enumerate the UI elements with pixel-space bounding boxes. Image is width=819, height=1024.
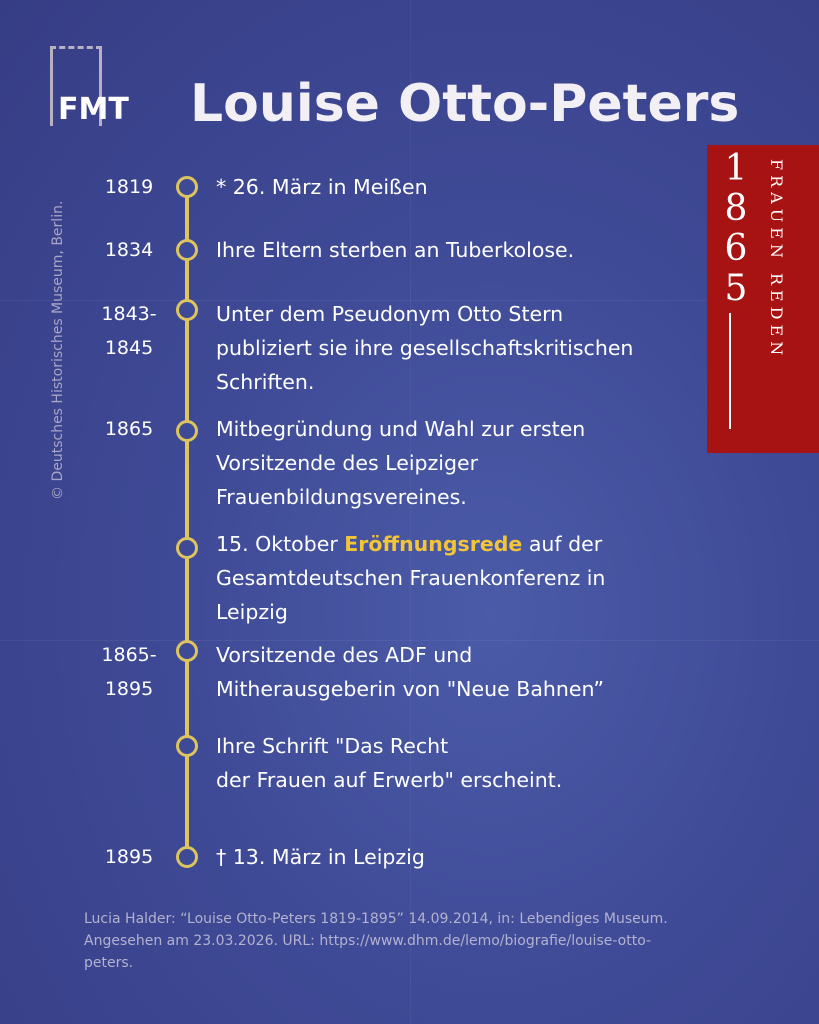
event-description <box>216 412 716 514</box>
logo-text: FMT <box>58 92 129 127</box>
event-text-line: publiziert sie ihre gesellschaftskritischen <box>216 336 634 360</box>
event-year-line: 1843- <box>101 303 157 325</box>
event-description <box>216 527 716 629</box>
event-year-line: 1834 <box>104 239 154 261</box>
page-title: Louise Otto-Peters <box>190 74 740 134</box>
event-year <box>94 412 164 446</box>
event-text-line: Gesamtdeutschen Frauenkonferenz in <box>216 566 606 590</box>
event-text-line: Ihre Eltern sterben an Tuberkolose. <box>216 238 575 262</box>
event-description <box>216 297 716 399</box>
event-year <box>94 170 164 204</box>
timeline-dot-icon <box>176 846 198 868</box>
citation-line: Lucia Halder: “Louise Otto-Peters 1819-1895” 14.09.2014, in: Lebendiges Museum. <box>84 911 668 927</box>
event-year <box>94 638 164 706</box>
event-text-line: Vorsitzende des ADF und <box>216 643 473 667</box>
event-year <box>94 840 164 874</box>
event-text-line: Leipzig <box>216 600 288 624</box>
event-description <box>216 638 716 706</box>
event-text-segment: 15. Oktober <box>216 532 345 556</box>
badge-year-digit: 5 <box>724 268 748 309</box>
event-description <box>216 729 716 797</box>
event-description <box>216 840 716 874</box>
event-text-line: Ihre Schrift "Das Recht <box>216 734 449 758</box>
event-text-line: Frauenbildungsvereines. <box>216 485 467 509</box>
event-year-line: 1845 <box>104 337 154 359</box>
badge-divider <box>729 313 731 429</box>
timeline-dot-icon <box>176 735 198 757</box>
event-year <box>94 297 164 365</box>
event-year-line: 1895 <box>104 846 154 868</box>
event-text-line: † 13. März in Leipzig <box>216 845 425 869</box>
timeline-dot-icon <box>176 640 198 662</box>
event-text-line: * 26. März in Meißen <box>216 175 428 199</box>
timeline-dot-icon <box>176 537 198 559</box>
badge-year-digit: 8 <box>724 188 748 229</box>
event-year <box>94 233 164 267</box>
event-year-line: 1895 <box>104 678 154 700</box>
event-text-line: der Frauen auf Erwerb" erscheint. <box>216 768 563 792</box>
timeline-dot-icon <box>176 299 198 321</box>
event-text-line <box>216 527 716 561</box>
citation-line: Angesehen am 23.03.2026. URL: https://www.dhm.de/lemo/biografie/louise-otto- <box>84 933 652 949</box>
event-year-line: 1819 <box>104 176 154 198</box>
event-description <box>216 170 716 204</box>
event-text-line: Schriften. <box>216 370 315 394</box>
frauen-reden-badge <box>707 145 819 453</box>
timeline-dot-icon <box>176 420 198 442</box>
event-year-line: 1865 <box>104 418 154 440</box>
badge-year-digit: 6 <box>724 228 748 269</box>
citation-line: peters. <box>84 955 134 971</box>
fmt-logo <box>50 46 132 132</box>
highlight-keyword: Eröffnungsrede <box>344 532 523 556</box>
event-text-line: Unter dem Pseudonym Otto Stern <box>216 302 564 326</box>
event-text-line: Vorsitzende des Leipziger <box>216 451 479 475</box>
event-description <box>216 233 716 267</box>
event-text-segment: auf der <box>522 532 603 556</box>
event-text-line: Mitbegründung und Wahl zur ersten <box>216 417 586 441</box>
timeline-dot-icon <box>176 176 198 198</box>
event-year-line: 1865- <box>101 644 157 666</box>
badge-label: FRAUEN REDEN <box>767 159 786 361</box>
event-text-line: Mitherausgeberin von "Neue Bahnen” <box>216 677 604 701</box>
timeline-dot-icon <box>176 239 198 261</box>
source-citation <box>84 908 724 974</box>
photo-credit: © Deutsches Historisches Museum, Berlin. <box>50 200 66 500</box>
badge-year-digit: 1 <box>724 148 748 189</box>
